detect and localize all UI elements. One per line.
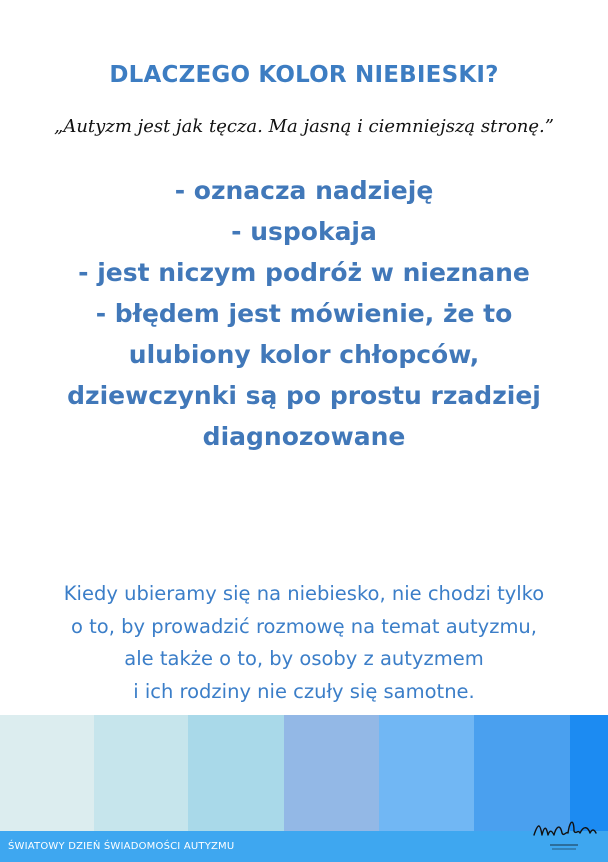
body-line: i ich rodziny nie czuły się samotne.	[133, 679, 475, 703]
body-line: o to, by prowadzić rozmowę na temat autyzmu,	[70, 614, 537, 638]
footer-bar	[0, 831, 608, 862]
color-swatch	[379, 715, 474, 831]
bullet-line: - uspokaja	[231, 217, 377, 246]
bullet-line: - oznacza nadzieję	[174, 176, 434, 205]
body-line: ale także o to, by osoby z autyzmem	[124, 647, 484, 670]
bullet-line: ulubiony kolor chłopców,	[128, 340, 480, 369]
page-title: DLACZEGO KOLOR NIEBIESKI?	[109, 62, 499, 88]
color-swatch	[284, 715, 379, 831]
bullet-line: - błędem jest mówienie, że to	[95, 299, 513, 328]
body-line: Kiedy ubieramy się na niebiesko, nie chodzi tylko	[63, 582, 545, 605]
body-paragraph	[0, 578, 608, 708]
bullet-line: dziewczynki są po prostu rzadziej	[67, 381, 541, 410]
bullet-list	[0, 170, 608, 457]
color-swatch-strip	[0, 715, 608, 831]
color-swatch	[0, 715, 94, 831]
bullet-line: diagnozowane	[202, 422, 406, 451]
quote-text: „Autyzm jest jak tęcza. Ma jasną i ciemniejszą stronę.”	[54, 116, 554, 137]
color-swatch	[94, 715, 188, 831]
bullet-line: - jest niczym podróż w nieznane	[78, 258, 530, 287]
footer-text: ŚWIATOWY DZIEŃ ŚWIADOMOŚCI AUTYZMU	[8, 841, 235, 852]
handwritten-signature-icon	[530, 805, 600, 857]
color-swatch	[188, 715, 284, 831]
